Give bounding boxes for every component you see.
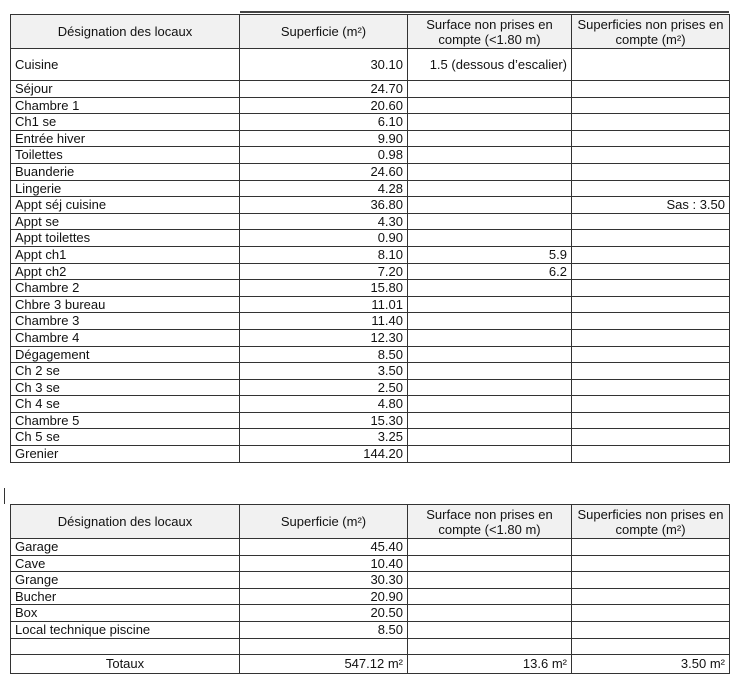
cell-superficie: 4.28 bbox=[240, 180, 408, 197]
table-row bbox=[11, 379, 730, 396]
table-row bbox=[11, 81, 730, 98]
cell-superficies-non-prises bbox=[572, 296, 730, 313]
cell-superficie: 20.50 bbox=[240, 605, 408, 622]
cell-designation: Appt se bbox=[11, 213, 240, 230]
cell-superficies-non-prises bbox=[572, 130, 730, 147]
cell-designation: Local technique piscine bbox=[11, 621, 240, 638]
cell-surface-non-prises bbox=[408, 213, 572, 230]
table-row bbox=[11, 197, 730, 214]
cell-surface-non-prises bbox=[408, 363, 572, 380]
header-superficies-non-prises: Superficies non prises en compte (m²) bbox=[572, 15, 730, 49]
cell-designation: Chambre 4 bbox=[11, 329, 240, 346]
cell-designation: Chambre 3 bbox=[11, 313, 240, 330]
cell-surface-non-prises bbox=[408, 412, 572, 429]
cell-superficies-non-prises bbox=[572, 605, 730, 622]
table-row-empty bbox=[11, 638, 730, 654]
cell-surface-non-prises bbox=[408, 163, 572, 180]
cell-superficie: 8.50 bbox=[240, 621, 408, 638]
cell-surface-non-prises bbox=[408, 97, 572, 114]
table-row bbox=[11, 346, 730, 363]
cell-superficie: 6.10 bbox=[240, 114, 408, 131]
cell-designation: Cuisine bbox=[11, 49, 240, 81]
cell-designation: Chambre 5 bbox=[11, 412, 240, 429]
cell-superficies-non-prises bbox=[572, 346, 730, 363]
surface-table-main bbox=[10, 14, 730, 463]
header-superficies-non-prises: Superficies non prises en compte (m²) bbox=[572, 505, 730, 539]
cell-designation: Buanderie bbox=[11, 163, 240, 180]
cell-superficie: 10.40 bbox=[240, 555, 408, 572]
cell-surface-non-prises bbox=[408, 296, 572, 313]
cell-superficies-non-prises bbox=[572, 329, 730, 346]
cell-designation: Appt ch2 bbox=[11, 263, 240, 280]
cell-superficies-non-prises bbox=[572, 313, 730, 330]
cell-superficie: 45.40 bbox=[240, 539, 408, 556]
cell-surface-non-prises bbox=[408, 605, 572, 622]
cell-superficie: 3.50 bbox=[240, 363, 408, 380]
cell-designation: Appt ch1 bbox=[11, 246, 240, 263]
cell-superficie: 0.98 bbox=[240, 147, 408, 164]
table-row bbox=[11, 446, 730, 463]
cell-superficie: 20.60 bbox=[240, 97, 408, 114]
cell-superficie: 11.40 bbox=[240, 313, 408, 330]
table-row bbox=[11, 296, 730, 313]
table-row bbox=[11, 572, 730, 589]
cell-superficies-non-prises bbox=[572, 213, 730, 230]
cell-superficies-non-prises bbox=[572, 49, 730, 81]
header-superficie: Superficie (m²) bbox=[240, 505, 408, 539]
cell-designation: Ch 2 se bbox=[11, 363, 240, 380]
header-surface-non-prises: Surface non prises en compte (<1.80 m) bbox=[408, 15, 572, 49]
table-row bbox=[11, 621, 730, 638]
cell-designation: Lingerie bbox=[11, 180, 240, 197]
cell-superficies-non-prises bbox=[572, 555, 730, 572]
cell-superficies-non-prises bbox=[572, 280, 730, 297]
cell-superficies-non-prises bbox=[572, 446, 730, 463]
cell-superficies-non-prises bbox=[572, 412, 730, 429]
cell-empty bbox=[11, 638, 240, 654]
table-row bbox=[11, 429, 730, 446]
table-row bbox=[11, 163, 730, 180]
table-row bbox=[11, 130, 730, 147]
cell-designation: Ch 5 se bbox=[11, 429, 240, 446]
table-row bbox=[11, 539, 730, 556]
cell-surface-non-prises bbox=[408, 197, 572, 214]
cell-surface-non-prises bbox=[408, 147, 572, 164]
cell-superficies-non-prises bbox=[572, 97, 730, 114]
cell-surface-non-prises bbox=[408, 429, 572, 446]
surface-table-annexes bbox=[10, 504, 730, 674]
table-row bbox=[11, 588, 730, 605]
table-row bbox=[11, 180, 730, 197]
cell-designation: Appt toilettes bbox=[11, 230, 240, 247]
cell-surface-non-prises bbox=[408, 81, 572, 98]
cell-superficies-non-prises bbox=[572, 363, 730, 380]
cell-superficie: 8.50 bbox=[240, 346, 408, 363]
table-row bbox=[11, 363, 730, 380]
cell-designation: Chambre 1 bbox=[11, 97, 240, 114]
cell-superficie: 3.25 bbox=[240, 429, 408, 446]
cell-empty bbox=[572, 638, 730, 654]
cell-superficie: 0.90 bbox=[240, 230, 408, 247]
cell-superficie: 4.30 bbox=[240, 213, 408, 230]
cell-surface-non-prises bbox=[408, 329, 572, 346]
cell-designation: Chbre 3 bureau bbox=[11, 296, 240, 313]
header-superficie: Superficie (m²) bbox=[240, 15, 408, 49]
totals-label: Totaux bbox=[11, 654, 240, 673]
cell-surface-non-prises bbox=[408, 280, 572, 297]
cell-surface-non-prises bbox=[408, 130, 572, 147]
text-cursor-mark bbox=[4, 488, 5, 504]
table-header-row bbox=[11, 505, 730, 539]
cell-designation: Ch 4 se bbox=[11, 396, 240, 413]
table-top-rule bbox=[240, 11, 729, 13]
table-row bbox=[11, 213, 730, 230]
cell-surface-non-prises: 1.5 (dessous d’escalier) bbox=[408, 49, 572, 81]
table-header-row bbox=[11, 15, 730, 49]
cell-superficie: 30.30 bbox=[240, 572, 408, 589]
cell-surface-non-prises bbox=[408, 572, 572, 589]
cell-superficie: 4.80 bbox=[240, 396, 408, 413]
cell-superficie: 30.10 bbox=[240, 49, 408, 81]
cell-designation: Ch1 se bbox=[11, 114, 240, 131]
cell-surface-non-prises bbox=[408, 539, 572, 556]
table-row bbox=[11, 97, 730, 114]
cell-empty bbox=[240, 638, 408, 654]
cell-superficie: 24.60 bbox=[240, 163, 408, 180]
cell-designation: Box bbox=[11, 605, 240, 622]
totals-superficie: 547.12 m² bbox=[240, 654, 408, 673]
cell-superficies-non-prises bbox=[572, 621, 730, 638]
cell-superficie: 7.20 bbox=[240, 263, 408, 280]
table-row bbox=[11, 246, 730, 263]
cell-superficie: 12.30 bbox=[240, 329, 408, 346]
cell-surface-non-prises bbox=[408, 180, 572, 197]
totals-superficies-non-prises: 3.50 m² bbox=[572, 654, 730, 673]
table-row bbox=[11, 313, 730, 330]
table-row bbox=[11, 230, 730, 247]
totals-surface-non-prises: 13.6 m² bbox=[408, 654, 572, 673]
cell-designation: Chambre 2 bbox=[11, 280, 240, 297]
cell-designation: Dégagement bbox=[11, 346, 240, 363]
cell-superficies-non-prises bbox=[572, 246, 730, 263]
cell-superficie: 11.01 bbox=[240, 296, 408, 313]
cell-surface-non-prises bbox=[408, 446, 572, 463]
cell-designation: Appt séj cuisine bbox=[11, 197, 240, 214]
table-row bbox=[11, 396, 730, 413]
cell-designation: Cave bbox=[11, 555, 240, 572]
cell-superficies-non-prises bbox=[572, 379, 730, 396]
cell-superficie: 20.90 bbox=[240, 588, 408, 605]
cell-superficies-non-prises bbox=[572, 180, 730, 197]
cell-surface-non-prises bbox=[408, 621, 572, 638]
cell-superficie: 2.50 bbox=[240, 379, 408, 396]
cell-superficies-non-prises bbox=[572, 396, 730, 413]
cell-surface-non-prises bbox=[408, 396, 572, 413]
cell-superficies-non-prises bbox=[572, 114, 730, 131]
cell-superficies-non-prises bbox=[572, 429, 730, 446]
cell-surface-non-prises bbox=[408, 230, 572, 247]
table-row bbox=[11, 49, 730, 81]
cell-superficie: 9.90 bbox=[240, 130, 408, 147]
cell-superficie: 15.30 bbox=[240, 412, 408, 429]
header-surface-non-prises: Surface non prises en compte (<1.80 m) bbox=[408, 505, 572, 539]
table-row bbox=[11, 605, 730, 622]
cell-superficies-non-prises bbox=[572, 230, 730, 247]
cell-designation: Garage bbox=[11, 539, 240, 556]
cell-surface-non-prises bbox=[408, 313, 572, 330]
cell-designation: Séjour bbox=[11, 81, 240, 98]
cell-superficies-non-prises bbox=[572, 147, 730, 164]
table-row bbox=[11, 263, 730, 280]
cell-designation: Grenier bbox=[11, 446, 240, 463]
cell-superficies-non-prises bbox=[572, 81, 730, 98]
table-row bbox=[11, 329, 730, 346]
cell-superficie: 24.70 bbox=[240, 81, 408, 98]
cell-surface-non-prises bbox=[408, 114, 572, 131]
cell-superficie: 144.20 bbox=[240, 446, 408, 463]
cell-superficies-non-prises bbox=[572, 263, 730, 280]
table-row bbox=[11, 412, 730, 429]
cell-designation: Ch 3 se bbox=[11, 379, 240, 396]
cell-superficie: 36.80 bbox=[240, 197, 408, 214]
cell-surface-non-prises bbox=[408, 379, 572, 396]
table-row bbox=[11, 147, 730, 164]
cell-designation: Grange bbox=[11, 572, 240, 589]
totals-row bbox=[11, 654, 730, 673]
header-designation: Désignation des locaux bbox=[11, 15, 240, 49]
cell-superficies-non-prises: Sas : 3.50 bbox=[572, 197, 730, 214]
cell-superficies-non-prises bbox=[572, 539, 730, 556]
cell-superficies-non-prises bbox=[572, 588, 730, 605]
cell-surface-non-prises bbox=[408, 555, 572, 572]
cell-superficies-non-prises bbox=[572, 572, 730, 589]
header-designation: Désignation des locaux bbox=[11, 505, 240, 539]
cell-superficie: 8.10 bbox=[240, 246, 408, 263]
cell-empty bbox=[408, 638, 572, 654]
table-row bbox=[11, 555, 730, 572]
cell-superficies-non-prises bbox=[572, 163, 730, 180]
cell-surface-non-prises: 6.2 bbox=[408, 263, 572, 280]
cell-surface-non-prises bbox=[408, 346, 572, 363]
cell-surface-non-prises bbox=[408, 588, 572, 605]
table-row bbox=[11, 114, 730, 131]
cell-superficie: 15.80 bbox=[240, 280, 408, 297]
cell-designation: Bucher bbox=[11, 588, 240, 605]
table-row bbox=[11, 280, 730, 297]
cell-designation: Toilettes bbox=[11, 147, 240, 164]
cell-designation: Entrée hiver bbox=[11, 130, 240, 147]
cell-surface-non-prises: 5.9 bbox=[408, 246, 572, 263]
